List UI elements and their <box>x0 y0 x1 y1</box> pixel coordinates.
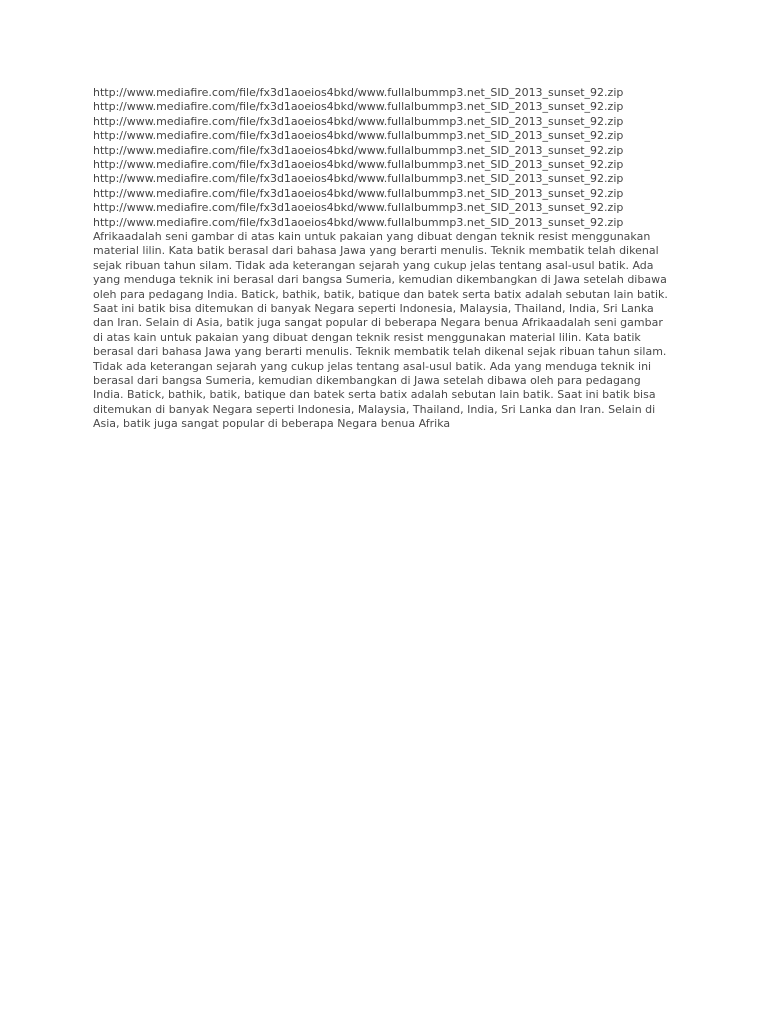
document-content <box>93 86 678 432</box>
download-link[interactable]: http://www.mediafire.com/file/fx3d1aoeios4bkd/www.fullalbummp3.net_SID_2013_sunset_92.zip <box>93 100 624 114</box>
download-link[interactable]: http://www.mediafire.com/file/fx3d1aoeios4bkd/www.fullalbummp3.net_SID_2013_sunset_92.zip <box>93 143 624 157</box>
download-link[interactable]: http://www.mediafire.com/file/fx3d1aoeios4bkd/www.fullalbummp3.net_SID_2013_sunset_92.zip <box>93 172 624 186</box>
download-link[interactable]: http://www.mediafire.com/file/fx3d1aoeios4bkd/www.fullalbummp3.net_SID_2013_sunset_92.zip <box>93 201 624 215</box>
download-link[interactable]: http://www.mediafire.com/file/fx3d1aoeios4bkd/www.fullalbummp3.net_SID_2013_sunset_92.zip <box>93 186 624 200</box>
download-link[interactable]: http://www.mediafire.com/file/fx3d1aoeios4bkd/www.fullalbummp3.net_SID_2013_sunset_92.zip <box>93 215 624 229</box>
download-link[interactable]: http://www.mediafire.com/file/fx3d1aoeios4bkd/www.fullalbummp3.net_SID_2013_sunset_92.zip <box>93 86 624 99</box>
download-link[interactable]: http://www.mediafire.com/file/fx3d1aoeios4bkd/www.fullalbummp3.net_SID_2013_sunset_92.zip <box>93 114 624 128</box>
download-link[interactable]: http://www.mediafire.com/file/fx3d1aoeios4bkd/www.fullalbummp3.net_SID_2013_sunset_92.zip <box>93 157 624 171</box>
download-link[interactable]: http://www.mediafire.com/file/fx3d1aoeios4bkd/www.fullalbummp3.net_SID_2013_sunset_92.zip <box>93 129 624 143</box>
body-paragraph: Afrikaadalah seni gambar di atas kain untuk pakaian yang dibuat dengan teknik resist menggunakan material lilin. Kata batik berasal dari bahasa Jawa yang berarti menulis. Teknik membatik telah dikenal sejak ribuan tahun silam. Tidak ada keterangan sejarah yang cukup jelas tentang asal-usul batik. Ada yang menduga teknik ini berasal dari bangsa Sumeria, kemudian dikembangkan di Jawa setelah dibawa oleh para pedagang India. Batick, bathik, batik, batique dan batek serta batix adalah sebutan lain batik. Saat ini batik bisa ditemukan di banyak Negara seperti Indonesia, Malaysia, Thailand, India, Sri Lanka dan Iran. Selain di Asia, batik juga sangat popular di beberapa Negara benua Afrikaadalah seni gambar di atas kain untuk pakaian yang dibuat dengan teknik resist menggunakan material lilin. Kata batik berasal dari bahasa Jawa yang berarti menulis. Teknik membatik telah dikenal sejak ribuan tahun silam. Tidak ada keterangan sejarah yang cukup jelas tentang asal-usul batik. Ada yang menduga teknik ini berasal dari bangsa Sumeria, kemudian dikembangkan di Jawa setelah dibawa oleh para pedagang India. Batick, bathik, batik, batique dan batek serta batix adalah sebutan lain batik. Saat ini batik bisa ditemukan di banyak Negara seperti Indonesia, Malaysia, Thailand, India, Sri Lanka dan Iran. Selain di Asia, batik juga sangat popular di beberapa Negara benua Afrika <box>93 229 668 431</box>
link-list <box>93 86 678 230</box>
